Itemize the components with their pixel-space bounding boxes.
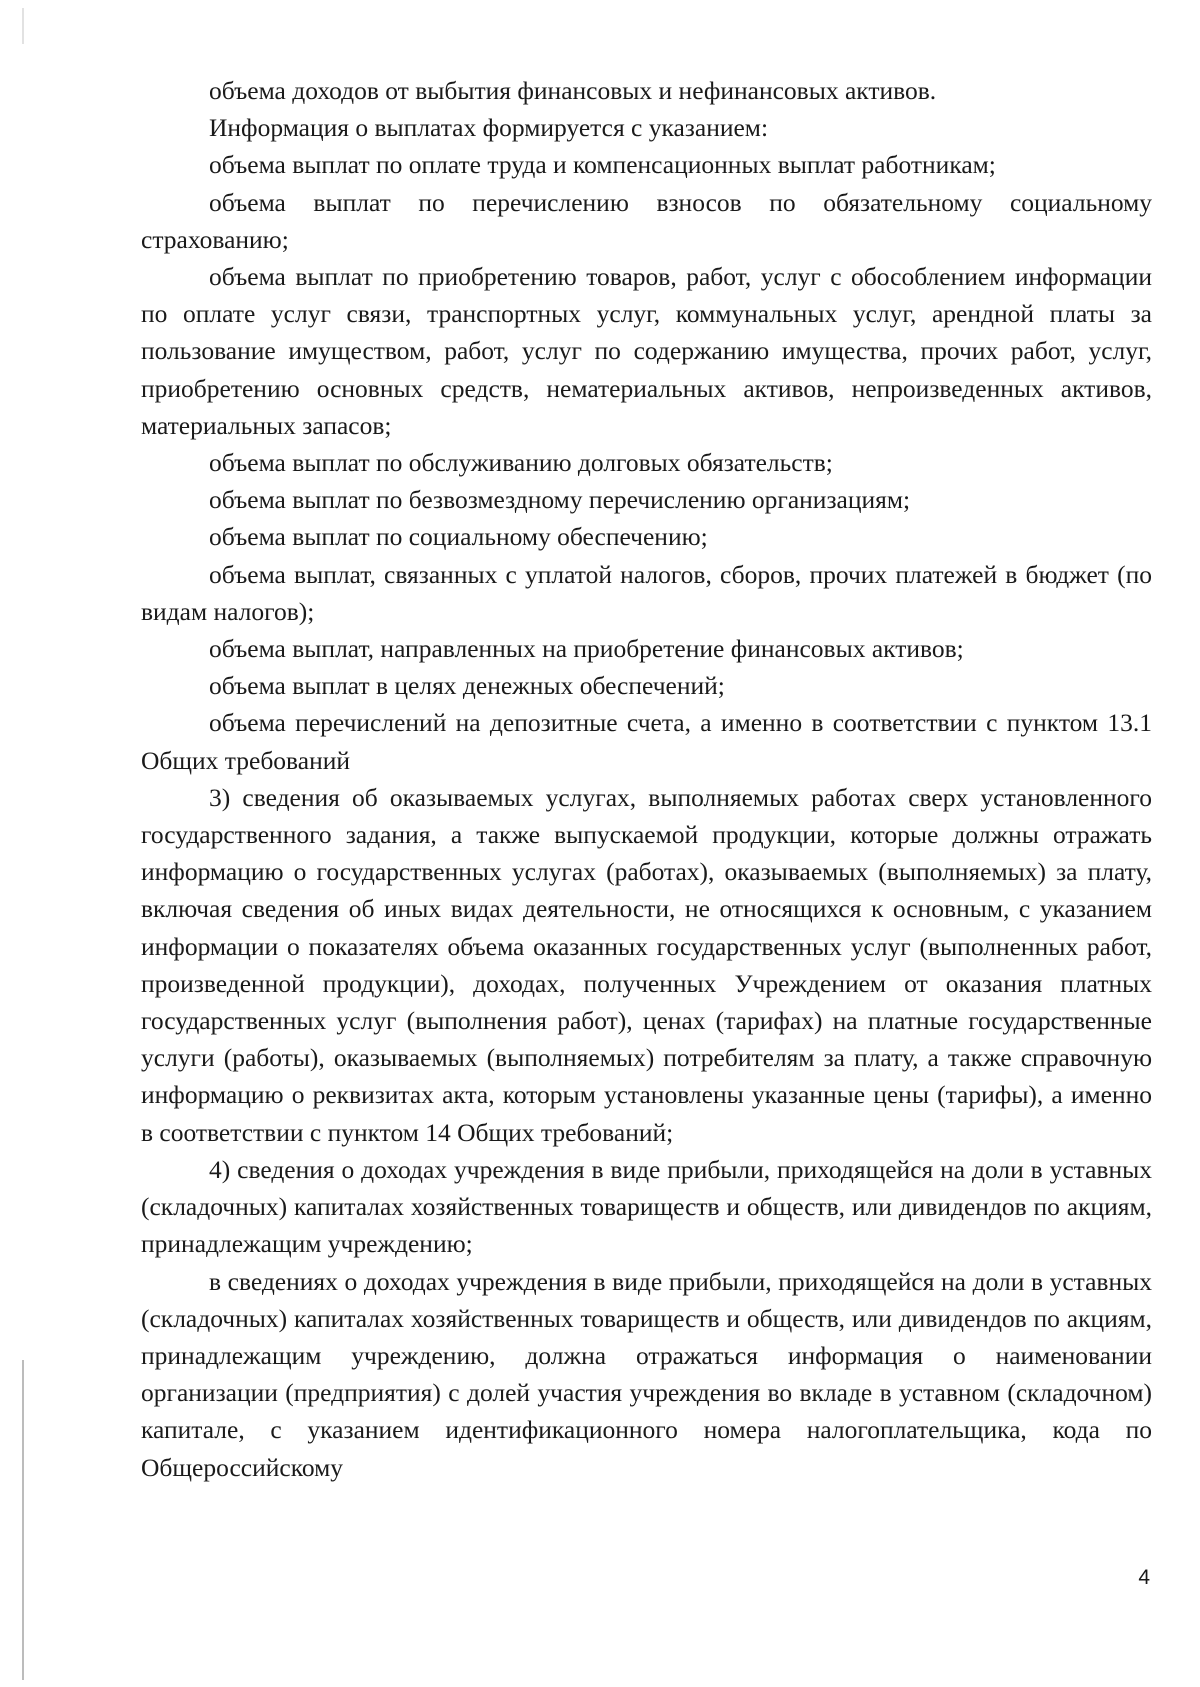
paragraph: объема выплат по безвозмездному перечислению организациям;	[209, 485, 911, 515]
paragraph: объема выплат по приобретению товаров, работ, услуг с обособлением информации по оплате услуг связи, транспортных услуг, коммунальных услуг, арендной платы за пользование имуществом, работ, услуг по содержанию имущества, прочих работ, услуг, приобретению основных средств, нематериальных активов, непроизведенных активов, материальных запасов;	[141, 262, 1152, 440]
document-body	[141, 72, 1152, 1486]
paragraph: объема выплат, связанных с уплатой налогов, сборов, прочих платежей в бюджет (по видам налогов);	[141, 559, 1152, 626]
scan-artifact-top	[22, 8, 24, 44]
paragraph: объема выплат по оплате труда и компенсационных выплат работникам;	[209, 150, 996, 180]
paragraph: объема доходов от выбытия финансовых и нефинансовых активов.	[209, 76, 937, 105]
scan-artifact-bottom	[22, 1360, 24, 1680]
paragraph: объема перечислений на депозитные счета, а именно в соответствии с пунктом 13.1 Общих требований	[141, 708, 1152, 775]
paragraph: 4) сведения о доходах учреждения в виде прибыли, приходящейся на доли в уставных (складочных) капиталах хозяйственных товариществ и обществ, или дивидендов по акциям, принадлежащим учреждению;	[141, 1154, 1152, 1259]
paragraph: объема выплат по перечислению взносов по обязательному социальному страхованию;	[141, 187, 1152, 254]
paragraph: объема выплат в целях денежных обеспечений;	[209, 671, 725, 701]
paragraph: Информация о выплатах формируется с указанием:	[209, 113, 769, 143]
paragraph: объема выплат по социальному обеспечению;	[209, 522, 708, 552]
paragraph: 3) сведения об оказываемых услугах, выполняемых работах сверх установленного государственного задания, а также выпускаемой продукции, которые должны отражать информацию о государственных услугах (работах), оказываемых (выполняемых) за плату, включая сведения об иных видах деятельности, не относящихся к основным, с указанием информации о показателях объема оказанных государственных услуг (выполненных работ, произведенной продукции), доходах, полученных Учреждением от оказания платных государственных услуг (выполнения работ), ценах (тарифах) на платные государственные услуги (работы), оказываемых (выполняемых) потребителям за плату, а также справочную информацию о реквизитах акта, которым установлены указанные цены (тарифы), а именно в соответствии с пунктом 14 Общих требований;	[141, 782, 1152, 1147]
paragraph: объема выплат, направленных на приобретение финансовых активов;	[209, 634, 964, 664]
paragraph: в сведениях о доходах учреждения в виде прибыли, приходящейся на доли в уставных (складочных) капиталах хозяйственных товариществ и обществ, или дивидендов по акциям, принадлежащим учреждению, должна отражаться информация о наименовании организации (предприятия) с долей участия учреждения во вкладе в уставном (складочном) капитале, с указанием идентификационного номера налогоплательщика, кода по Общероссийскому	[141, 1266, 1152, 1482]
page-number: 4	[1138, 1566, 1150, 1589]
paragraph: объема выплат по обслуживанию долговых обязательств;	[209, 448, 833, 478]
